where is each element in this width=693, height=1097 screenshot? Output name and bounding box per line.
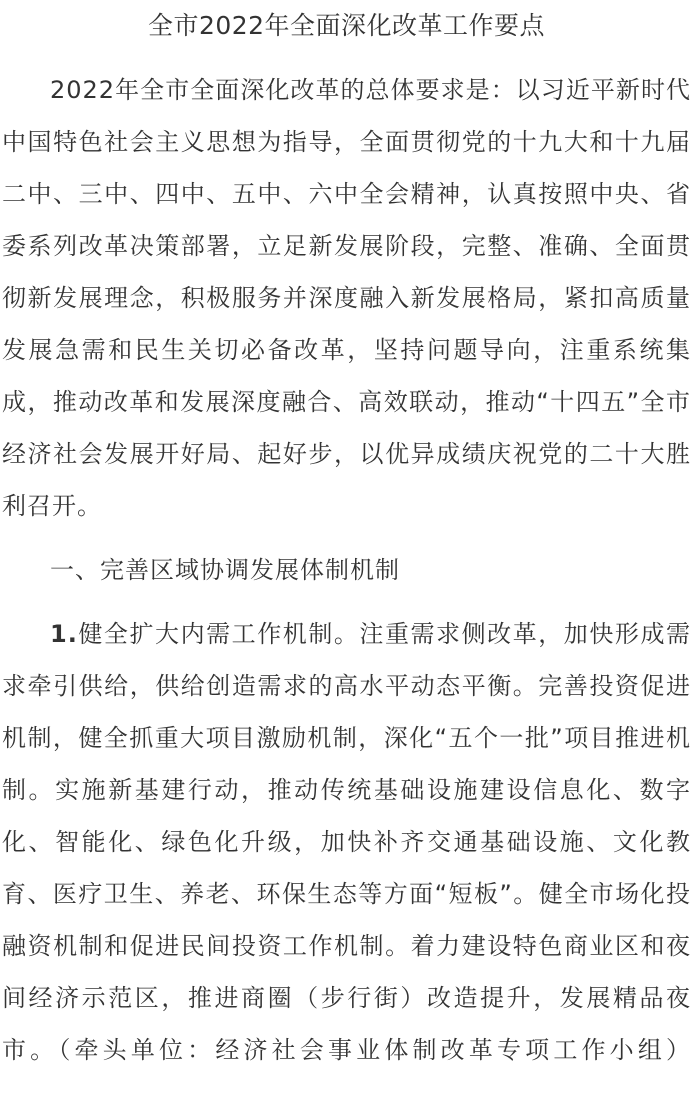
title-spacer — [0, 52, 693, 64]
intro-paragraph: 2022年全市全面深化改革的总体要求是：以习近平新时代中国特色社会主义思想为指导，全面贯彻党的十九大和十九届二中、三中、四中、五中、六中全会精神，认真按照中央、省委系列改革决策部署，立足新发展阶段，完整、准确、全面贯彻新发展理念，积极服务并深度融入新发展格局，紧扣高质量发展急需和民生关切必备改革，坚持问题导向，注重系统集成，推动改革和发展深度融合、高效联动，推动“十四五”全市经济社会发展开好局、起好步，以优异成绩庆祝党的二十大胜利召开。 — [2, 76, 691, 520]
item-paragraph — [0, 608, 693, 1076]
item-number: 1. — [50, 620, 78, 648]
document-title: 全市2022年全面深化改革工作要点 — [147, 11, 546, 40]
section-heading: 一、完善区域协调发展体制机制 — [50, 556, 400, 584]
item-text: 健全扩大内需工作机制。注重需求侧改革，加快形成需求牵引供给，供给创造需求的高水平动态平衡。完善投资促进机制，健全抓重大项目激励机制，深化“五个一批”项目推进机制。实施新基建行动，推动传统基础设施建设信息化、数字化、智能化、绿色化升级，加快补齐交通基础设施、文化教育、医疗卫生、养老、环保生态等方面“短板”。健全市场化投融资机制和促进民间投资工作机制。着力建设特色商业区和夜间经济示范区，推进商圈（步行街）改造提升，发展精品夜市。（牵头单位：经济社会事业体制改革专项工作小组） — [2, 620, 691, 1064]
